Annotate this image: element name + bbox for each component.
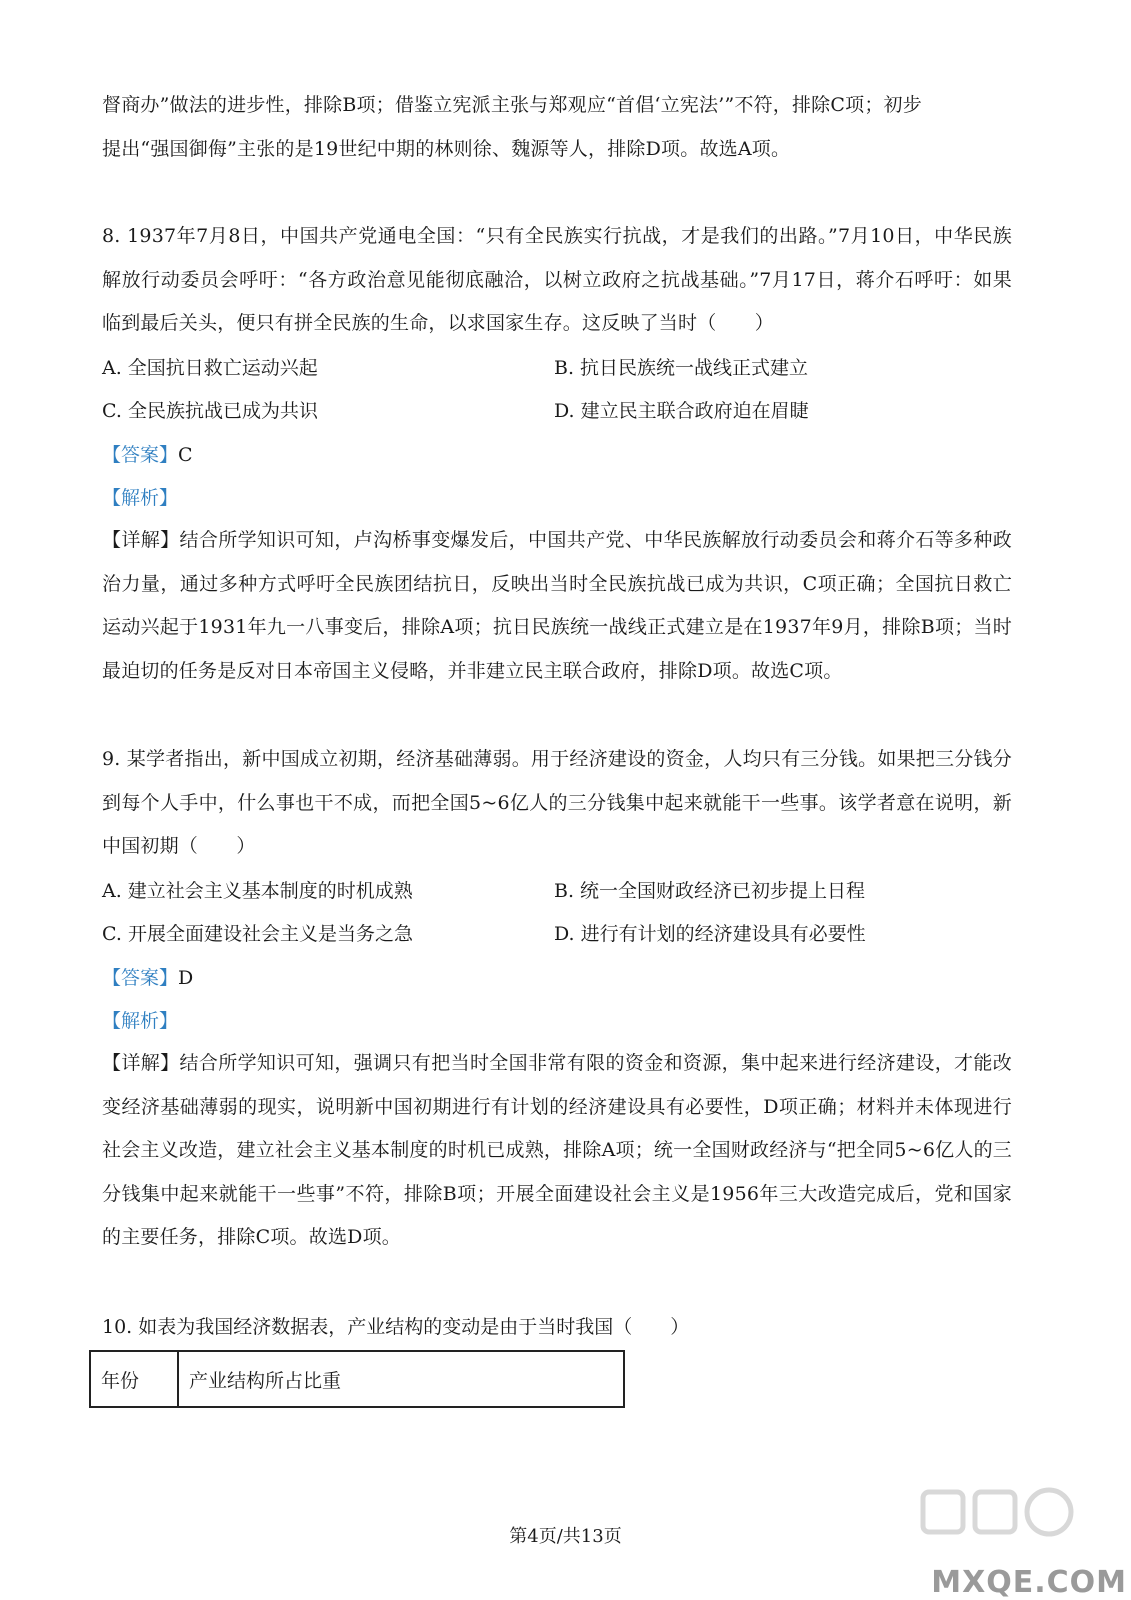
intro-line-2: 提出“强国御侮”主张的是19世纪中期的林则徐、魏源等人，排除D项。故选A项。 [102, 137, 791, 160]
q9-detail-paragraph [102, 1042, 1012, 1260]
q9-option-a: A. 建立社会主义基本制度的时机成熟 [102, 880, 413, 902]
question-10-stem: 10. 如表为我国经济数据表，产业结构的变动是由于当时我国（ ） [102, 1316, 690, 1338]
q8-analysis-line [102, 486, 178, 510]
q8-option-a: A. 全国抗日救亡运动兴起 [102, 357, 318, 379]
q9-detail-tag: 【详解】 [102, 1052, 180, 1074]
q9-analysis-tag: 【解析】 [102, 1010, 179, 1032]
q10-data-table [89, 1350, 625, 1408]
q9-answer-value: D [178, 967, 194, 989]
q9-option-c: C. 开展全面建设社会主义是当务之急 [102, 923, 413, 945]
q8-analysis-tag: 【解析】 [102, 487, 179, 509]
page-footer: 第4页/共13页 [509, 1526, 622, 1547]
intro-line-1: 督商办”做法的进步性，排除B项；借鉴立宪派主张与郑观应“首倡‘立宪法’”不符，排除C项；初步 [102, 94, 922, 116]
q9-answer-tag: 【答案】 [102, 967, 179, 989]
table-header-proportion: 产业结构所占比重 [178, 1351, 624, 1407]
q8-detail-text: 结合所学知识可知，卢沟桥事变爆发后，中国共产党、中华民族解放行动委员会和蒋介石等多种政治力量，通过多种方式呼吁全民族团结抗日，反映出当时全民族抗战已成为共识，C项正确；全国抗日救亡运动兴起于1931年九一八事变后，排除A项；抗日民族统一战线正式建立是在1937年9月，排除B项；当时最迫切的任务是反对日本帝国主义侵略，并非建立民主联合政府，排除D项。故选C项。 [102, 529, 1012, 682]
question-8-stem: 8. 1937年7月8日，中国共产党通电全国：“只有全民族实行抗战，才是我们的出路。”7月10日，中华民族解放行动委员会呼吁：“各方政治意见能彻底融洽，以树立政府之抗战基础。”7月17日，蒋介石呼吁：如果临到最后关头，便只有拼全民族的生命，以求国家生存。这反映了当时（ ） [102, 225, 1012, 334]
q8-answer-tag: 【答案】 [102, 444, 179, 466]
q9-analysis-line [102, 1009, 178, 1033]
q8-answer-value: C [178, 444, 193, 466]
q8-option-b: B. 抗日民族统一战线正式建立 [554, 357, 809, 379]
q9-answer-line [102, 966, 193, 990]
q9-option-d: D. 进行有计划的经济建设具有必要性 [554, 923, 866, 945]
table-row [90, 1351, 624, 1407]
q8-detail-tag: 【详解】 [102, 529, 180, 551]
q8-option-c: C. 全民族抗战已成为共识 [102, 400, 318, 422]
q8-option-d: D. 建立民主联合政府迫在眉睫 [554, 400, 809, 422]
q8-answer-line [102, 443, 193, 467]
question-9-stem: 9. 某学者指出，新中国成立初期，经济基础薄弱。用于经济建设的资金，人均只有三分钱。如果把三分钱分到每个人手中，什么事也干不成，而把全国5~6亿人的三分钱集中起来就能干一些事。该学者意在说明，新中国初期（ ） [102, 748, 1012, 857]
intro-paragraph [102, 84, 1012, 171]
q9-option-b: B. 统一全国财政经济已初步提上日程 [554, 880, 866, 902]
table-header-year: 年份 [90, 1351, 178, 1407]
watermark-text: MXQE.COM [931, 1565, 1127, 1600]
q9-detail-text: 结合所学知识可知，强调只有把当时全国非常有限的资金和资源，集中起来进行经济建设，才能改变经济基础薄弱的现实，说明新中国初期进行有计划的经济建设具有必要性，D项正确；材料并未体现进行社会主义改造，建立社会主义基本制度的时机已成熟，排除A项；统一全国财政经济与“把全同5~6亿人的三分钱集中起来就能干一些事”不符，排除B项；开展全面建设社会主义是1956年三大改造完成后，党和国家的主要任务，排除C项。故选D项。 [102, 1052, 1012, 1248]
q8-detail-paragraph [102, 519, 1012, 693]
